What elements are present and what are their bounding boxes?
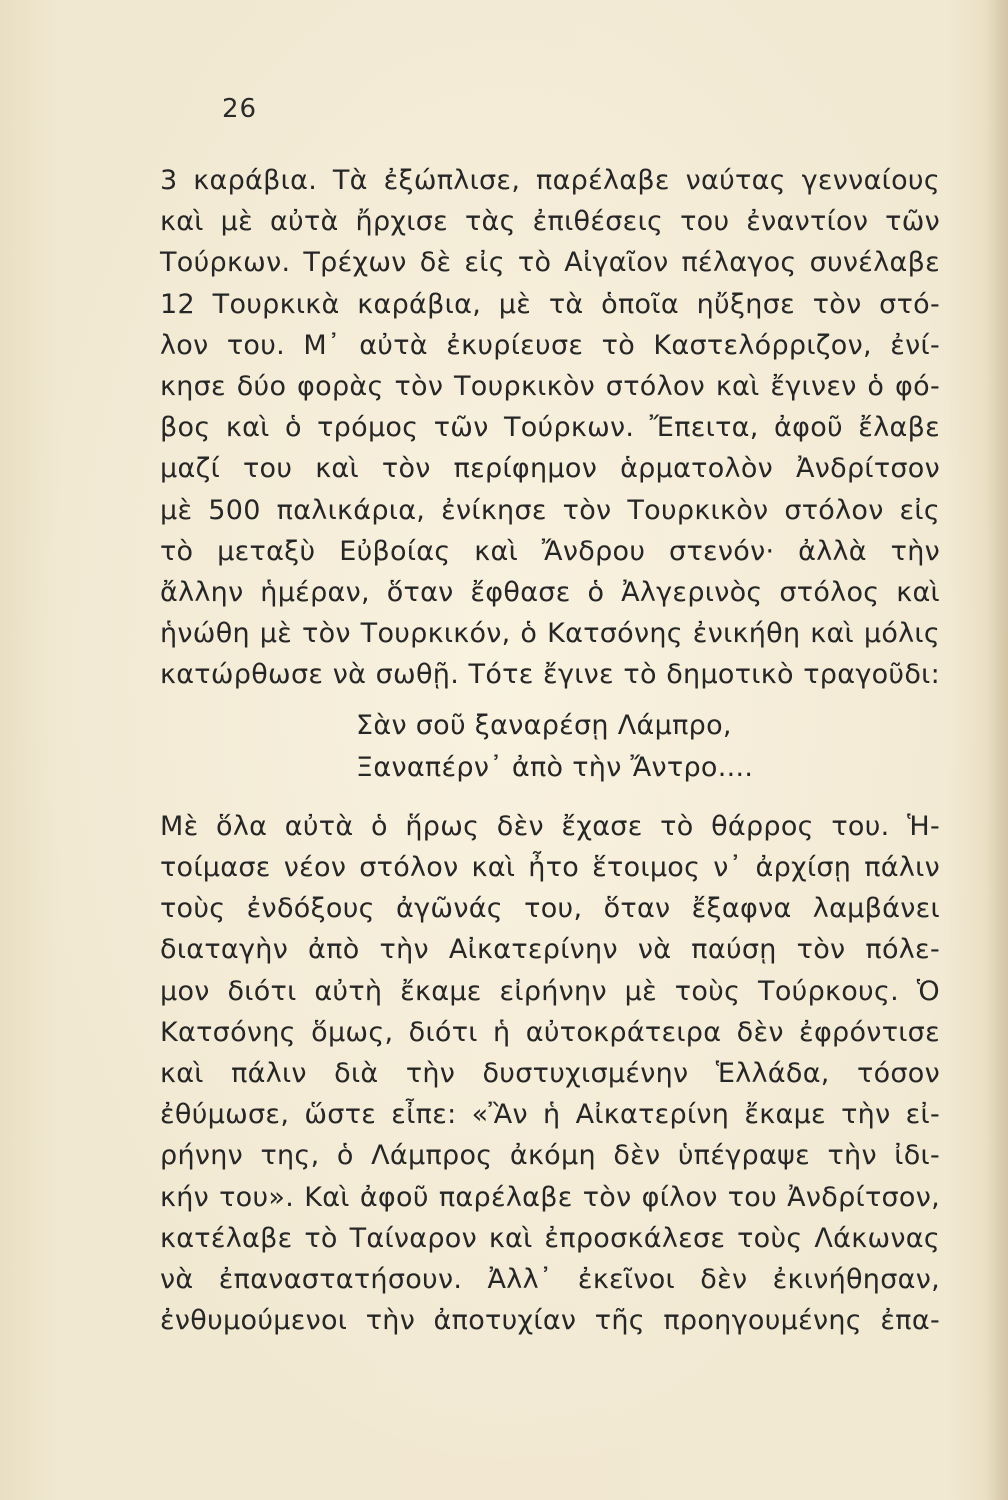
text-line: κατώρθωσε νὰ σωθῇ. Τότε ἔγινε τὸ δημοτικὸ τραγοῦδι: [160,659,940,691]
text-line: 12 Τουρκικὰ καράβια, μὲ τὰ ὁποῖα ηὔξησε τὸν στό- [160,288,940,320]
text-line: κησε δύο φορὰς τὸν Τουρκικὸν στόλον καὶ ἔγινεν ὁ φό- [160,370,940,402]
text-line: ρήνην της, ὁ Λάμπρος ἀκόμη δὲν ὑπέγραψε τὴν ἰδι- [160,1140,940,1172]
text-line: καὶ πάλιν διὰ τὴν δυστυχισμένην Ἑλλάδα, τόσον [160,1057,940,1089]
verse [160,705,940,787]
spine-shadow [986,0,1008,1500]
text-line: διαταγὴν ἀπὸ τὴν Αἰκατερίνην νὰ παύσῃ τὸν πόλε- [160,934,940,966]
text-line: 3 καράβια. Τὰ ἐξώπλισε, παρέλαβε ναύτας γενναίους [160,165,940,196]
page-number: 26 [222,94,258,124]
text-line: μὲ 500 παλικάρια, ἐνίκησε τὸν Τουρκικὸν στόλον εἰς [160,494,940,526]
text-line: νὰ ἐπαναστατήσουν. Ἀλλ᾽ ἐκεῖνοι δὲν ἐκινήθησαν, [160,1263,940,1295]
text-line: τοὺς ἐνδόξους ἀγῶνάς του, ὅταν ἔξαφνα λαμβάνει [160,893,940,925]
text-line: κατέλαβε τὸ Ταίναρον καὶ ἐπροσκάλεσε τοὺς Λάκωνας [160,1222,940,1254]
body-text [160,160,940,1341]
text-line: μον διότι αὐτὴ ἔκαμε εἰρήνην μὲ τοὺς Τούρκους. Ὁ [160,975,940,1007]
text-line: καὶ μὲ αὐτὰ ἤρχισε τὰς ἐπιθέσεις του ἐναντίον τῶν [160,206,940,238]
text-line: ἐνθυμούμενοι τὴν ἀποτυχίαν τῆς προηγουμένης ἐπα- [160,1305,940,1337]
paragraph-2 [160,806,940,1341]
verse-line: Ξαναπέρν᾽ ἀπὸ τὴν Ἄντρο.... [356,751,754,783]
text-line: τὸ μεταξὺ Εὐβοίας καὶ Ἄνδρου στενόν· ἀλλὰ τὴν [160,535,940,567]
paragraph-1 [160,160,940,695]
text-line: ἐθύμωσε, ὥστε εἶπε: «Ἂν ἡ Αἰκατερίνη ἔκαμε τὴν εἰ- [160,1099,940,1131]
text-line: βος καὶ ὁ τρόμος τῶν Τούρκων. Ἔπειτα, ἀφοῦ ἔλαβε [160,412,940,444]
text-line: κήν του». Καὶ ἀφοῦ παρέλαβε τὸν φίλον του Ἀνδρίτσον, [160,1181,940,1213]
text-line: μαζί του καὶ τὸν περίφημον ἁρματολὸν Ἀνδρίτσον [160,453,940,485]
text-line: τοίμασε νέον στόλον καὶ ἦτο ἕτοιμος ν᾽ ἀρχίσῃ πάλιν [160,852,940,883]
verse-line: Σὰν σοῦ ξαναρέσῃ Λάμπρο, [356,710,732,742]
text-line: Μὲ ὅλα αὐτὰ ὁ ἥρως δὲν ἔχασε τὸ θάρρος του. Ἡ- [160,810,940,842]
text-line: λον του. Μ᾽ αὐτὰ ἐκυρίευσε τὸ Καστελόρριζον, ἐνί- [160,329,940,361]
text-line: ἄλλην ἡμέραν, ὅταν ἔφθασε ὁ Ἀλγερινὸς στόλος καὶ [160,576,940,608]
text-line: Κατσόνης ὅμως, διότι ἡ αὐτοκράτειρα δὲν ἐφρόντισε [160,1016,940,1048]
text-line: Τούρκων. Τρέχων δὲ εἰς τὸ Αἰγαῖον πέλαγος συνέλαβε [160,247,940,279]
text-line: ἡνώθη μὲ τὸν Τουρκικόν, ὁ Κατσόνης ἐνικήθη καὶ μόλις [160,618,940,650]
